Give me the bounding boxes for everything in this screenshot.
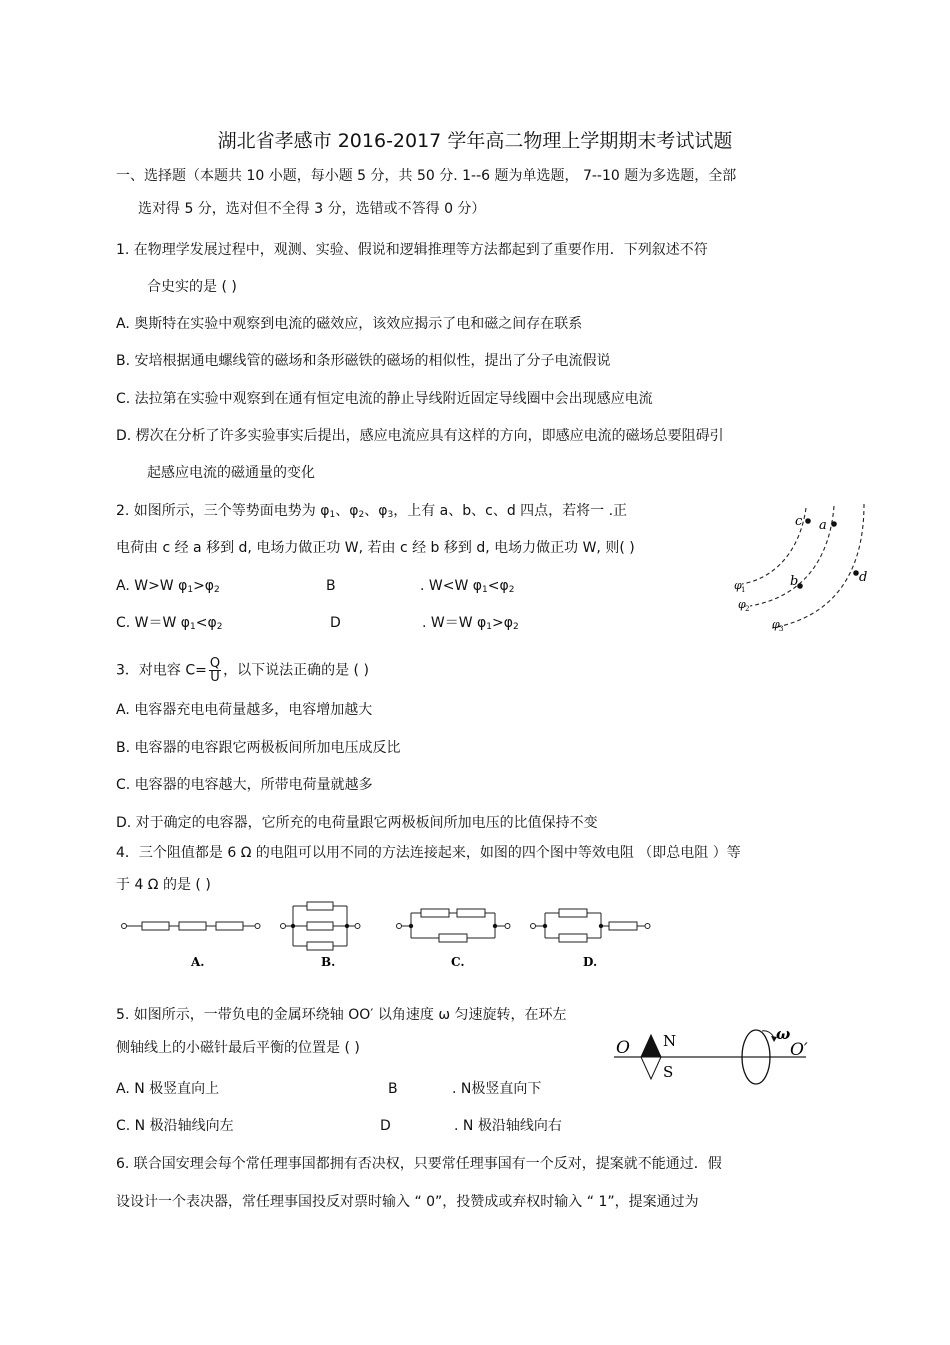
q2-stem-line1: 2. 如图所示，三个等势面电势为 $\varphi_1$、$\varphi_2$、$\varphi_3$，上有 a、b、c、d 四点，若将一 .正 — [116, 503, 628, 520]
q1-option-c: C. 法拉第在实验中观察到在通有恒定电流的静止导线附近固定导线圈中会出现感应电流 — [116, 391, 653, 407]
circuit-label-c: C. — [451, 955, 465, 969]
q2-option-a: A. W>W $\varphi_1>\varphi_2$ — [116, 578, 220, 595]
point-a — [831, 521, 837, 527]
q2-option-d: . W＝W $\varphi_1>\varphi_2$ — [422, 615, 519, 632]
label-phi1-sub: 1 — [741, 586, 746, 594]
q2-option-b-letter: B — [326, 578, 336, 594]
q5-stem-line2: 侧轴线上的小磁针最后平衡的位置是 ( ) — [116, 1040, 360, 1056]
circuit-label-d: D. — [583, 955, 598, 969]
q5-option-a: A. N 极竖直向上 — [116, 1081, 220, 1097]
q1-option-a: A. 奥斯特在实验中观察到电流的磁效应，该效应揭示了电和磁之间存在联系 — [116, 316, 583, 332]
junction-dot — [543, 924, 547, 928]
q4-stem-line2: 于 4 Ω 的是 ( ) — [116, 877, 211, 893]
q5-option-b-letter: B — [388, 1081, 398, 1097]
q6-line2: 设设计一个表决器，常任理事国投反对票时输入 “ 0”，投赞成或弃权时输入 “ 1”，提案通过为 — [116, 1194, 699, 1210]
compass-south-half — [641, 1057, 661, 1079]
q5-option-c: C. N 极沿轴线向左 — [116, 1118, 234, 1134]
junction-dot — [291, 924, 295, 928]
label-a: a — [819, 518, 827, 533]
q3-option-c: C. 电容器的电容越大，所带电荷量就越多 — [116, 777, 373, 793]
q2-option-d-letter: D — [330, 615, 341, 631]
section-heading-line1: 一、选择题（本题共 10 小题，每小题 5 分，共 50 分. 1--6 题为单选题， 7--10 题为多选题，全部 — [116, 168, 737, 184]
q5-option-d-letter: D — [380, 1118, 391, 1134]
q3-stem: 3．对电容 C= $\frac{Q}{U}$ ，以下说法正确的是 ( ) — [116, 656, 369, 685]
q2-option-c: C. W＝W $\varphi_1<\varphi_2$ — [116, 615, 223, 632]
label-c: c — [795, 514, 803, 529]
label-phi3: φ — [772, 618, 780, 631]
q1-option-d-line1: D. 楞次在分析了许多实验事实后提出，感应电流应具有这样的方向，即感应电流的磁场总要阻碍引 — [116, 428, 724, 444]
equipotential-figure — [728, 500, 870, 636]
label-s: S — [663, 1063, 674, 1081]
ring-compass-figure — [610, 1024, 820, 1090]
capacitance-fraction: $\frac{Q}{U}$ — [209, 656, 221, 685]
junction-dot — [599, 924, 603, 928]
resistor-circuits-figure — [115, 898, 655, 976]
label-o-prime: O′ — [790, 1040, 808, 1060]
junction-dot — [493, 924, 497, 928]
q5-option-d: . N 极沿轴线向右 — [454, 1118, 562, 1134]
point-c — [805, 518, 811, 524]
label-phi2: φ — [738, 598, 746, 611]
q3-option-d: D. 对于确定的电容器，它所充的电荷量跟它两极板间所加电压的比值保持不变 — [116, 815, 598, 831]
junction-dot — [345, 924, 349, 928]
point-d — [853, 570, 859, 576]
q1-option-b: B. 安培根据通电螺线管的磁场和条形磁铁的磁场的相似性，提出了分子电流假说 — [116, 353, 611, 369]
circuit-a — [122, 922, 261, 930]
q1-stem-line1: 1. 在物理学发展过程中，观测、实验、假说和逻辑推理等方法都起到了重要作用．下列叙述不符 — [116, 242, 708, 258]
q2-option-b: . W<W $\varphi_1<\varphi_2$ — [420, 578, 515, 595]
section-heading-line2: 选对得 5 分，选对但不全得 3 分，选错或不答得 0 分） — [138, 201, 486, 217]
q5-stem-line1: 5. 如图所示，一带负电的金属环绕轴 OO′ 以角速度 ω 匀速旋转，在环左 — [116, 1007, 567, 1023]
compass-north-half — [641, 1035, 661, 1057]
circuit-d — [531, 909, 651, 942]
label-phi3-sub: 3 — [779, 625, 784, 633]
q3-option-a: A. 电容器充电电荷量越多，电容增加越大 — [116, 702, 373, 718]
label-phi2-sub: 2 — [745, 605, 750, 613]
circuit-label-b: B. — [321, 955, 336, 969]
label-b: b — [790, 574, 799, 589]
label-d: d — [859, 570, 868, 585]
q6-line1: 6. 联合国安理会每个常任理事国都拥有否决权，只要常任理事国有一个反对，提案就不能通过．假 — [116, 1156, 722, 1172]
circuit-label-a: A. — [191, 955, 205, 969]
q5-option-b: . N极竖直向下 — [452, 1081, 542, 1097]
page-title: 湖北省孝感市 2016-2017 学年高二物理上学期期末考试试题 — [217, 130, 733, 152]
label-n: N — [663, 1032, 677, 1050]
q4-stem-line1: 4．三个阻值都是 6 Ω 的电阻可以用不同的方法连接起来，如图的四个图中等效电阻 （即总电阻 ）等 — [116, 845, 741, 861]
equipotential-line-3 — [772, 504, 864, 628]
q2-stem-line2: 电荷由 c 经 a 移到 d, 电场力做正功 W, 若由 c 经 b 移到 d, 电场力做正功 W, 则( ) — [116, 540, 635, 556]
label-phi1: φ — [734, 579, 742, 592]
label-omega: ω — [776, 1025, 791, 1043]
q1-option-d-line2: 起感应电流的磁通量的变化 — [147, 465, 315, 481]
q3-option-b: B. 电容器的电容跟它两极板间所加电压成反比 — [116, 740, 401, 756]
junction-dot — [409, 924, 413, 928]
label-o: O — [616, 1038, 630, 1058]
q1-stem-line2: 合史实的是 ( ) — [147, 279, 237, 295]
